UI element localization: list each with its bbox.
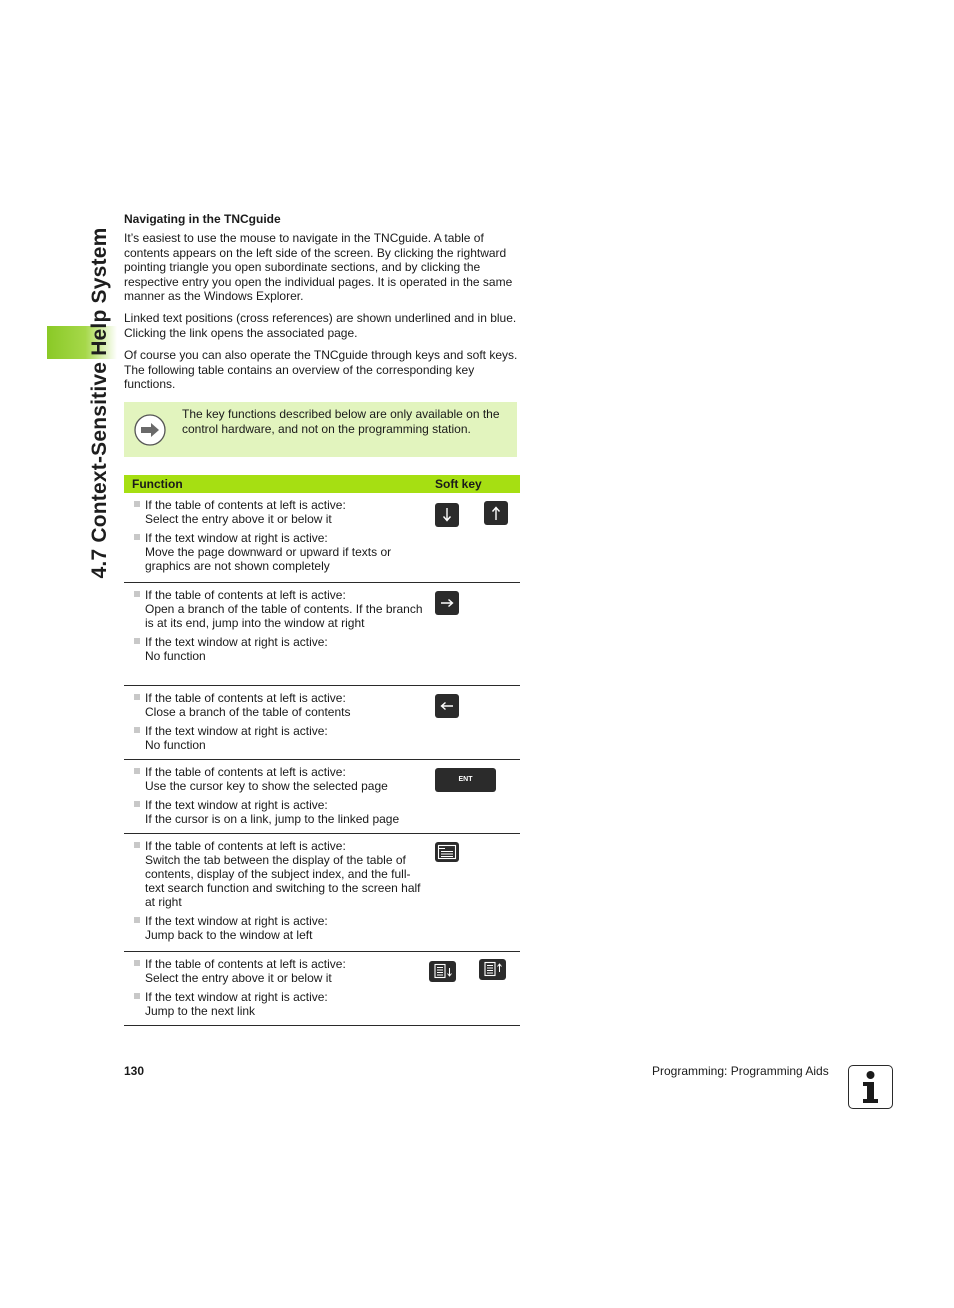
- table-row: [124, 759, 520, 833]
- table-row: [124, 833, 520, 951]
- links-paragraph: Linked text positions (cross references) are shown underlined and in blue. Clicking the link opens the associated page.: [124, 311, 517, 340]
- table-header-row: [124, 475, 520, 493]
- softkey-cell: [427, 951, 520, 1025]
- note-text: The key functions described below are only available on the control hardware, and not on the programming station.: [182, 407, 500, 436]
- table-row: [124, 493, 520, 582]
- list-item: If the table of contents at left is active: Select the entry above it or below it: [133, 957, 427, 985]
- function-cell: [124, 685, 427, 759]
- list-item: If the text window at right is active: No function: [133, 724, 427, 752]
- list-item: If the text window at right is active: Move the page downward or upward if texts or graphics are not shown completely: [133, 531, 427, 573]
- arrow-left-key-icon[interactable]: [435, 694, 459, 718]
- function-cell: [124, 493, 427, 582]
- page-number: 130: [124, 1064, 145, 1078]
- info-icon: [848, 1065, 893, 1109]
- list-item: If the table of contents at left is active: Use the cursor key to show the selected page: [133, 765, 427, 793]
- function-cell: [124, 833, 427, 951]
- softkey-column-header: Soft key: [427, 475, 520, 493]
- table-row: [124, 685, 520, 759]
- arrow-right-key-icon[interactable]: [435, 591, 459, 615]
- function-cell: [124, 759, 427, 833]
- arrow-right-icon: [134, 414, 166, 446]
- tab-switch-key-icon[interactable]: [435, 842, 459, 862]
- softkey-cell: [427, 759, 520, 833]
- softkey-cell: [427, 833, 520, 951]
- list-item: If the table of contents at left is active: Switch the tab between the display of the table of contents, display of the subject index, and the full-text search function and switching to the screen half at right: [133, 839, 427, 909]
- list-item: If the text window at right is active: No function: [133, 635, 427, 663]
- ent-key-icon[interactable]: [435, 768, 496, 792]
- softkey-cell: [427, 685, 520, 759]
- link-prev-key-icon[interactable]: [479, 959, 506, 980]
- list-item: If the text window at right is active: If the cursor is on a link, jump to the linked page: [133, 798, 427, 826]
- function-cell: [124, 951, 427, 1025]
- intro-paragraph: It’s easiest to use the mouse to navigate in the TNCguide. A table of contents appears on the left side of the screen. By clicking the rightward pointing triangle you open subordinate sections, and by clicking the respective entry you open the individual pages. It is operated in the same manner as the Windows Explorer.: [124, 231, 513, 303]
- softkey-cell: [427, 493, 520, 582]
- hardware-note: [124, 402, 517, 457]
- list-item: If the table of contents at left is active: Open a branch of the table of contents. If the branch is at its end, jump into the window at right: [133, 588, 427, 630]
- function-cell: [124, 582, 427, 685]
- list-item: If the text window at right is active: Jump to the next link: [133, 990, 427, 1018]
- keys-paragraph: Of course you can also operate the TNCguide through keys and soft keys. The following table contains an overview of the corresponding key functions.: [124, 348, 518, 391]
- arrow-down-key-icon[interactable]: [435, 503, 459, 527]
- section-side-title-text: 4.7 Context-Sensitive Help System: [88, 227, 111, 579]
- list-item: If the table of contents at left is active: Select the entry above it or below it: [133, 498, 427, 526]
- list-item: If the table of contents at left is active: Close a branch of the table of contents: [133, 691, 427, 719]
- section-heading: Navigating in the TNCguide: [124, 212, 281, 226]
- list-item: If the text window at right is active: Jump back to the window at left: [133, 914, 427, 942]
- key-functions-table: [124, 475, 520, 1026]
- function-column-header: Function: [124, 475, 427, 493]
- softkey-cell: [427, 582, 520, 685]
- chapter-title: Programming: Programming Aids: [652, 1064, 829, 1078]
- table-row: [124, 582, 520, 685]
- arrow-up-key-icon[interactable]: [484, 501, 508, 525]
- link-next-key-icon[interactable]: [429, 961, 456, 982]
- ent-key-label: ENT: [458, 775, 473, 783]
- table-row: [124, 951, 520, 1025]
